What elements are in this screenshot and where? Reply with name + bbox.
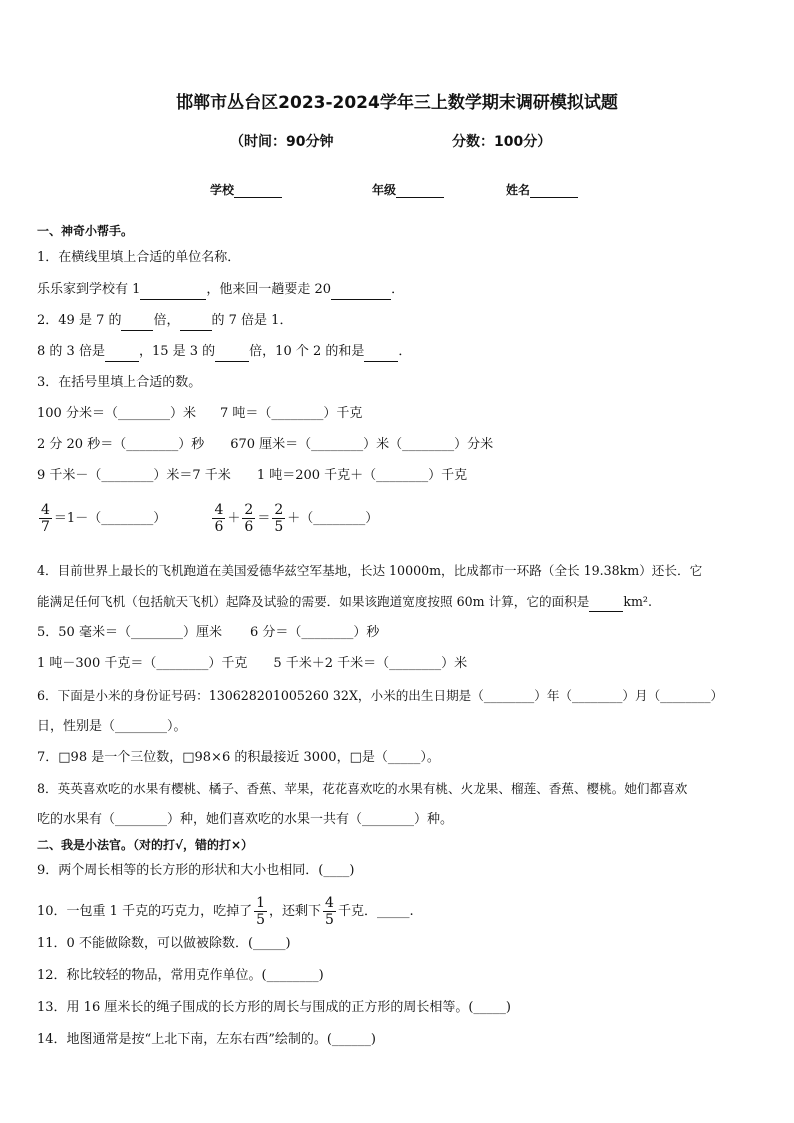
q2-text-d: 8 的 3 倍是 <box>37 344 105 359</box>
total-score: 分数：100分） <box>452 134 552 150</box>
q2-text-g: ． <box>398 344 412 359</box>
q2-text-b: 倍， <box>153 313 180 328</box>
page-title: 邯郸市丛台区2023-2024学年三上数学期末调研模拟试题 <box>176 93 618 113</box>
question-4-line-2 <box>37 592 757 612</box>
q2-text-f: 倍，10 个 2 的和是 <box>249 344 365 359</box>
question-5-row-2 <box>37 654 757 674</box>
question-13: 13．用 16 厘米长的绳子围成的长方形的周长与围成的正方形的周长相等。(_____) <box>37 1000 511 1015</box>
q1-text-b: ，他来回一趟要走 20 <box>206 282 332 297</box>
equals-sign: ＝ <box>257 511 271 526</box>
question-11: 11．0 不能做除数，可以做被除数．(_____) <box>37 936 291 951</box>
grade-field <box>372 181 444 198</box>
fraction <box>272 502 285 535</box>
q3-r4-b: ＋（________） <box>287 511 379 526</box>
section-heading-2: 二、我是小法官。（对的打√，错的打×） <box>37 838 254 852</box>
name-label: 姓名 <box>506 183 531 197</box>
q3-r3-a: 9 千米－（________）米＝7 千米 <box>37 468 231 483</box>
name-field <box>506 181 578 198</box>
fraction-numerator: 2 <box>274 502 284 518</box>
q1-blank-2[interactable] <box>331 286 391 300</box>
question-6-line-2: 日，性别是（________）。 <box>37 719 187 734</box>
q2-text-e: ，15 是 3 的 <box>138 344 216 359</box>
question-3-row-1 <box>37 404 757 424</box>
fraction-denominator: 5 <box>325 912 334 928</box>
question-2-line-1 <box>37 311 757 331</box>
q10-text-a: 10．一包重 1 千克的巧克力，吃掉了 <box>37 904 253 919</box>
q2-blank-3[interactable] <box>105 348 139 362</box>
grade-blank[interactable] <box>396 184 444 198</box>
question-7: 7．□98 是一个三位数，□98×6 的积最接近 3000，□是（_____）。 <box>37 750 440 765</box>
fraction-numerator: 4 <box>214 502 224 518</box>
q4-blank[interactable] <box>589 598 623 612</box>
q3-r2-a: 2 分 20 秒＝（________）秒 <box>37 437 205 452</box>
question-1-body <box>37 280 757 300</box>
question-4-line-1: 4．目前世界上最长的飞机跑道在美国爱德华兹空军基地，长达 10000m，比成都市一环路（全长 19.38km）还长．它 <box>37 563 703 578</box>
q3-r3-b: 1 吨＝200 千克＋（________）千克 <box>256 468 468 483</box>
q5-r2-b: 5 千米＋2 千米＝（________）米 <box>273 656 468 671</box>
fraction <box>39 502 52 535</box>
q4-text: 能满足任何飞机（包括航天飞机）起降及试验的需要．如果该跑道宽度按照 60m 计算，它的面积是 <box>37 594 590 609</box>
question-12: 12．称比较轻的物品，常用克作单位。(________) <box>37 968 324 983</box>
fraction-numerator: 1 <box>256 895 265 911</box>
section-heading-1: 一、神奇小帮手。 <box>37 224 134 238</box>
q1-text-c: ． <box>391 282 405 297</box>
q2-blank-2[interactable] <box>180 317 212 331</box>
question-8-line-1: 8．英英喜欢吃的水果有樱桃、橘子、香蕉、苹果，花花喜欢吃的水果有桃、火龙果、榴莲、香蕉、樱桃。她们都喜欢 <box>37 781 688 796</box>
q3-r4-a: ＝1－（________） <box>53 511 167 526</box>
fraction-denominator: 6 <box>244 519 254 535</box>
question-8-line-2: 吃的水果有（________）种，她们喜欢吃的水果一共有（________）种。 <box>37 812 454 827</box>
fraction <box>212 502 225 535</box>
q10-text-b: ，还剩下 <box>269 904 322 919</box>
school-field <box>210 181 282 198</box>
question-9: 9．两个周长相等的长方形的形状和大小也相同．(____) <box>37 863 355 878</box>
fraction-numerator: 4 <box>41 502 50 518</box>
fraction <box>242 502 255 535</box>
name-blank[interactable] <box>530 184 578 198</box>
q3-r2-b: 670 厘米＝（________）米（________）分米 <box>230 437 494 452</box>
plus-sign: ＋ <box>227 511 241 526</box>
q2-blank-5[interactable] <box>364 348 398 362</box>
school-label: 学校 <box>210 183 235 197</box>
fraction-numerator: 4 <box>325 895 334 911</box>
q2-text-a: 2．49 是 7 的 <box>37 313 122 328</box>
q1-blank-1[interactable] <box>140 286 206 300</box>
q1-text-a: 乐乐家到学校有 1 <box>37 282 141 297</box>
q5-r1-a: 5．50 毫米＝（________）厘米 <box>37 625 222 640</box>
q10-text-c: 千克．_____. <box>337 904 414 919</box>
question-3-row-4 <box>37 500 757 538</box>
question-3-row-2 <box>37 435 757 455</box>
time-limit: （时间：90分钟 <box>230 134 334 150</box>
q5-r1-b: 6 分＝（________）秒 <box>249 625 380 640</box>
fraction-denominator: 7 <box>41 519 50 535</box>
fraction-denominator: 6 <box>214 519 224 535</box>
question-14: 14．地图通常是按“上北下南，左东右西”绘制的。(______) <box>37 1032 376 1047</box>
fraction <box>323 895 336 928</box>
fraction <box>254 895 267 928</box>
grade-label: 年级 <box>372 183 397 197</box>
q2-text-c: 的 7 倍是 1． <box>211 313 293 328</box>
question-2-line-2 <box>37 342 757 362</box>
question-10 <box>37 893 757 931</box>
question-3-row-3 <box>37 466 757 486</box>
q2-blank-4[interactable] <box>215 348 249 362</box>
fraction-numerator: 2 <box>244 502 254 518</box>
question-3-stem: 3．在括号里填上合适的数。 <box>37 375 202 390</box>
q5-r2-a: 1 吨－300 千克＝（________）千克 <box>37 656 248 671</box>
question-6-line-1: 6．下面是小米的身份证号码：130628201005260 32X，小米的出生日期是（________）年（________）月（________） <box>37 688 724 703</box>
question-1-stem: 1．在横线里填上合适的单位名称． <box>37 250 241 265</box>
school-blank[interactable] <box>234 184 282 198</box>
q3-r1-b: 7 吨＝（________）千克 <box>219 406 363 421</box>
question-5-row-1 <box>37 623 757 643</box>
q2-blank-1[interactable] <box>121 317 153 331</box>
q3-r1-a: 100 分米＝（________）米 <box>37 406 196 421</box>
fraction-denominator: 5 <box>274 519 284 535</box>
fraction-denominator: 5 <box>256 912 265 928</box>
q4-unit: km². <box>623 594 652 609</box>
